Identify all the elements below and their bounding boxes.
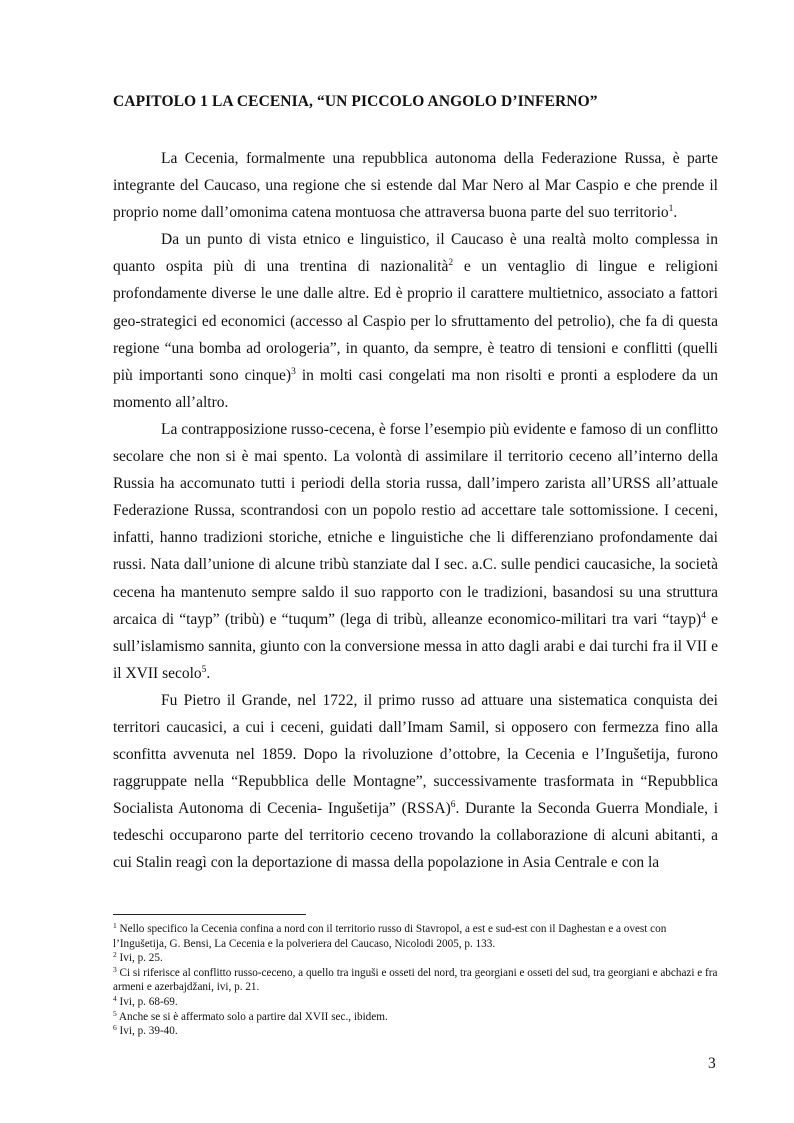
footnote-number: 6 [113,1023,117,1033]
footnote-reference[interactable]: 4 [701,610,706,621]
footnote-6 [113,1024,718,1039]
paragraph-2 [113,226,718,416]
footnote-text: Ivi, p. 25. [116,952,163,965]
paragraph-text: . [206,664,211,682]
footnote-2 [113,951,718,966]
paragraph-1 [113,145,718,226]
footnote-3 [113,966,718,995]
footnote-number: 3 [113,964,117,974]
body-text [113,145,718,877]
footnote-number: 1 [113,921,117,930]
footnotes [113,922,718,1039]
footnote-reference[interactable]: 3 [291,366,296,377]
footnote-1 [113,922,718,951]
paragraph-4 [113,687,718,877]
paragraph-text: La Cecenia, formalmente una repubblica autonoma della Federazione Russa, è parte integrante del Caucaso, una regione che si estende dal Mar Nero al Mar Caspio e che prende il proprio nome dall’omonima catena montuosa che attraversa buona parte del suo territorio [113,150,718,222]
footnote-text: Nello specifico la Cecenia confina a nord con il territorio russo di Stavropol, a est e sud-est con il Daghestan e a ovest con l’Ingušetija, G. Bensi, La Cecenia e la polveriera del Caucaso, Nicolodi 2005, p. 133. [113,923,667,950]
footnote-text: Anche se si è affermato solo a partire dal XVII sec., ibidem. [116,1010,388,1023]
paragraph-text: e sull’islamismo sannita, giunto con la conversione messa in atto dagli arabi e dai turchi fra il VII e il XVII secolo [113,610,718,682]
footnote-number: 5 [113,1008,117,1018]
chapter-heading: CAPITOLO 1 LA CECENIA, “UN PICCOLO ANGOLO D’INFERNO” [113,93,598,110]
footnote-5 [113,1010,718,1025]
footnote-reference[interactable]: 1 [668,204,674,215]
footnote-text: Ci si riferisce al conflitto russo-ceceno, a quello tra inguši e osseti del nord, tra georgiani e osseti del sud, tra georgiani e abchazi e fra armeni e azerbajdžani, ivi, p. 21. [113,966,718,994]
paragraph-text: Fu Pietro il Grande, nel 1722, il primo russo ad attuare una sistematica conquista dei territori caucasici, a cui i ceceni, guidati dall’Imam Samil, si opposero con fermezza fino alla sconfitta avvenuta nel 1859. Dopo la rivoluzione d’ottobre, la Cecenia e l’Ingušetija, furono raggruppate nella “Repubblica delle Montagne”, successivamente trasformata in “Repubblica Socialista Autonoma di Cecenia- Ingušetija” (RSSA) [113,691,718,818]
paragraph-text: Da un punto di vista etnico e linguistico, il Caucaso è una realtà molto complessa in quanto ospita più di una trentina di nazionalità [113,231,718,276]
footnote-text: Ivi, p. 68-69. [116,995,178,1008]
page-number: 3 [708,1055,716,1072]
paragraph-text: La contrapposizione russo-cecena, è forse l’esempio più evidente e famoso di un conflitto secolare che non si è mai spento. La volontà di assimilare il territorio ceceno all’interno della Russia ha accomunato tutti i periodi della storia russa, dall’impero zarista all’URSS all’attuale Federazione Russa, scontrandosi con un popolo restio ad accettare tale sottomissione. I ceceni, infatti, hanno tradizioni storiche, etniche e linguistiche che li differenziano profondamente dai russi. Nata dall’unione di alcune tribù stanziate dal I sec. a.C. sulle pendici caucasiche, la società cecena ha mantenuto sempre saldo il suo rapporto con le tradizioni, basandosi su una struttura arcaica di “tayp” (tribù) e “tuqum” (lega di tribù, alleanze economico-militari tra vari “tayp) [113,420,718,628]
footnote-separator [113,914,306,915]
footnote-number: 2 [113,950,117,960]
footnote-reference[interactable]: 5 [201,664,207,675]
paragraph-text: . [673,204,678,222]
footnote-reference[interactable]: 6 [450,800,456,811]
footnote-number: 4 [113,993,117,1003]
paragraph-text: in molti casi congelati ma non risolti e pronti a esplodere da un momento all’altro. [113,366,718,411]
paragraph-3 [113,416,718,687]
paragraph-text: . Durante la Seconda Guerra Mondiale, i tedeschi occuparono parte del territorio ceceno trovando la collaborazione di alcuni abitanti, a cui Stalin reagì con la deportazione di massa della popolazione in Asia Centrale e con la [113,800,719,872]
footnote-text: Ivi, p. 39-40. [116,1025,178,1038]
footnote-4 [113,995,718,1010]
footnote-reference[interactable]: 2 [448,258,454,269]
paragraph-text: e un ventaglio di lingue e religioni profondamente diverse le une dalle altre. Ed è proprio il carattere multietnico, associato a fattori geo-strategici ed economici (accesso al Caspio per lo sfruttamento del petrolio), che fa di questa regione “una bomba ad orologeria”, in quanto, da sempre, è teatro di tensioni e conflitti (quelli più importanti sono cinque) [113,258,718,384]
